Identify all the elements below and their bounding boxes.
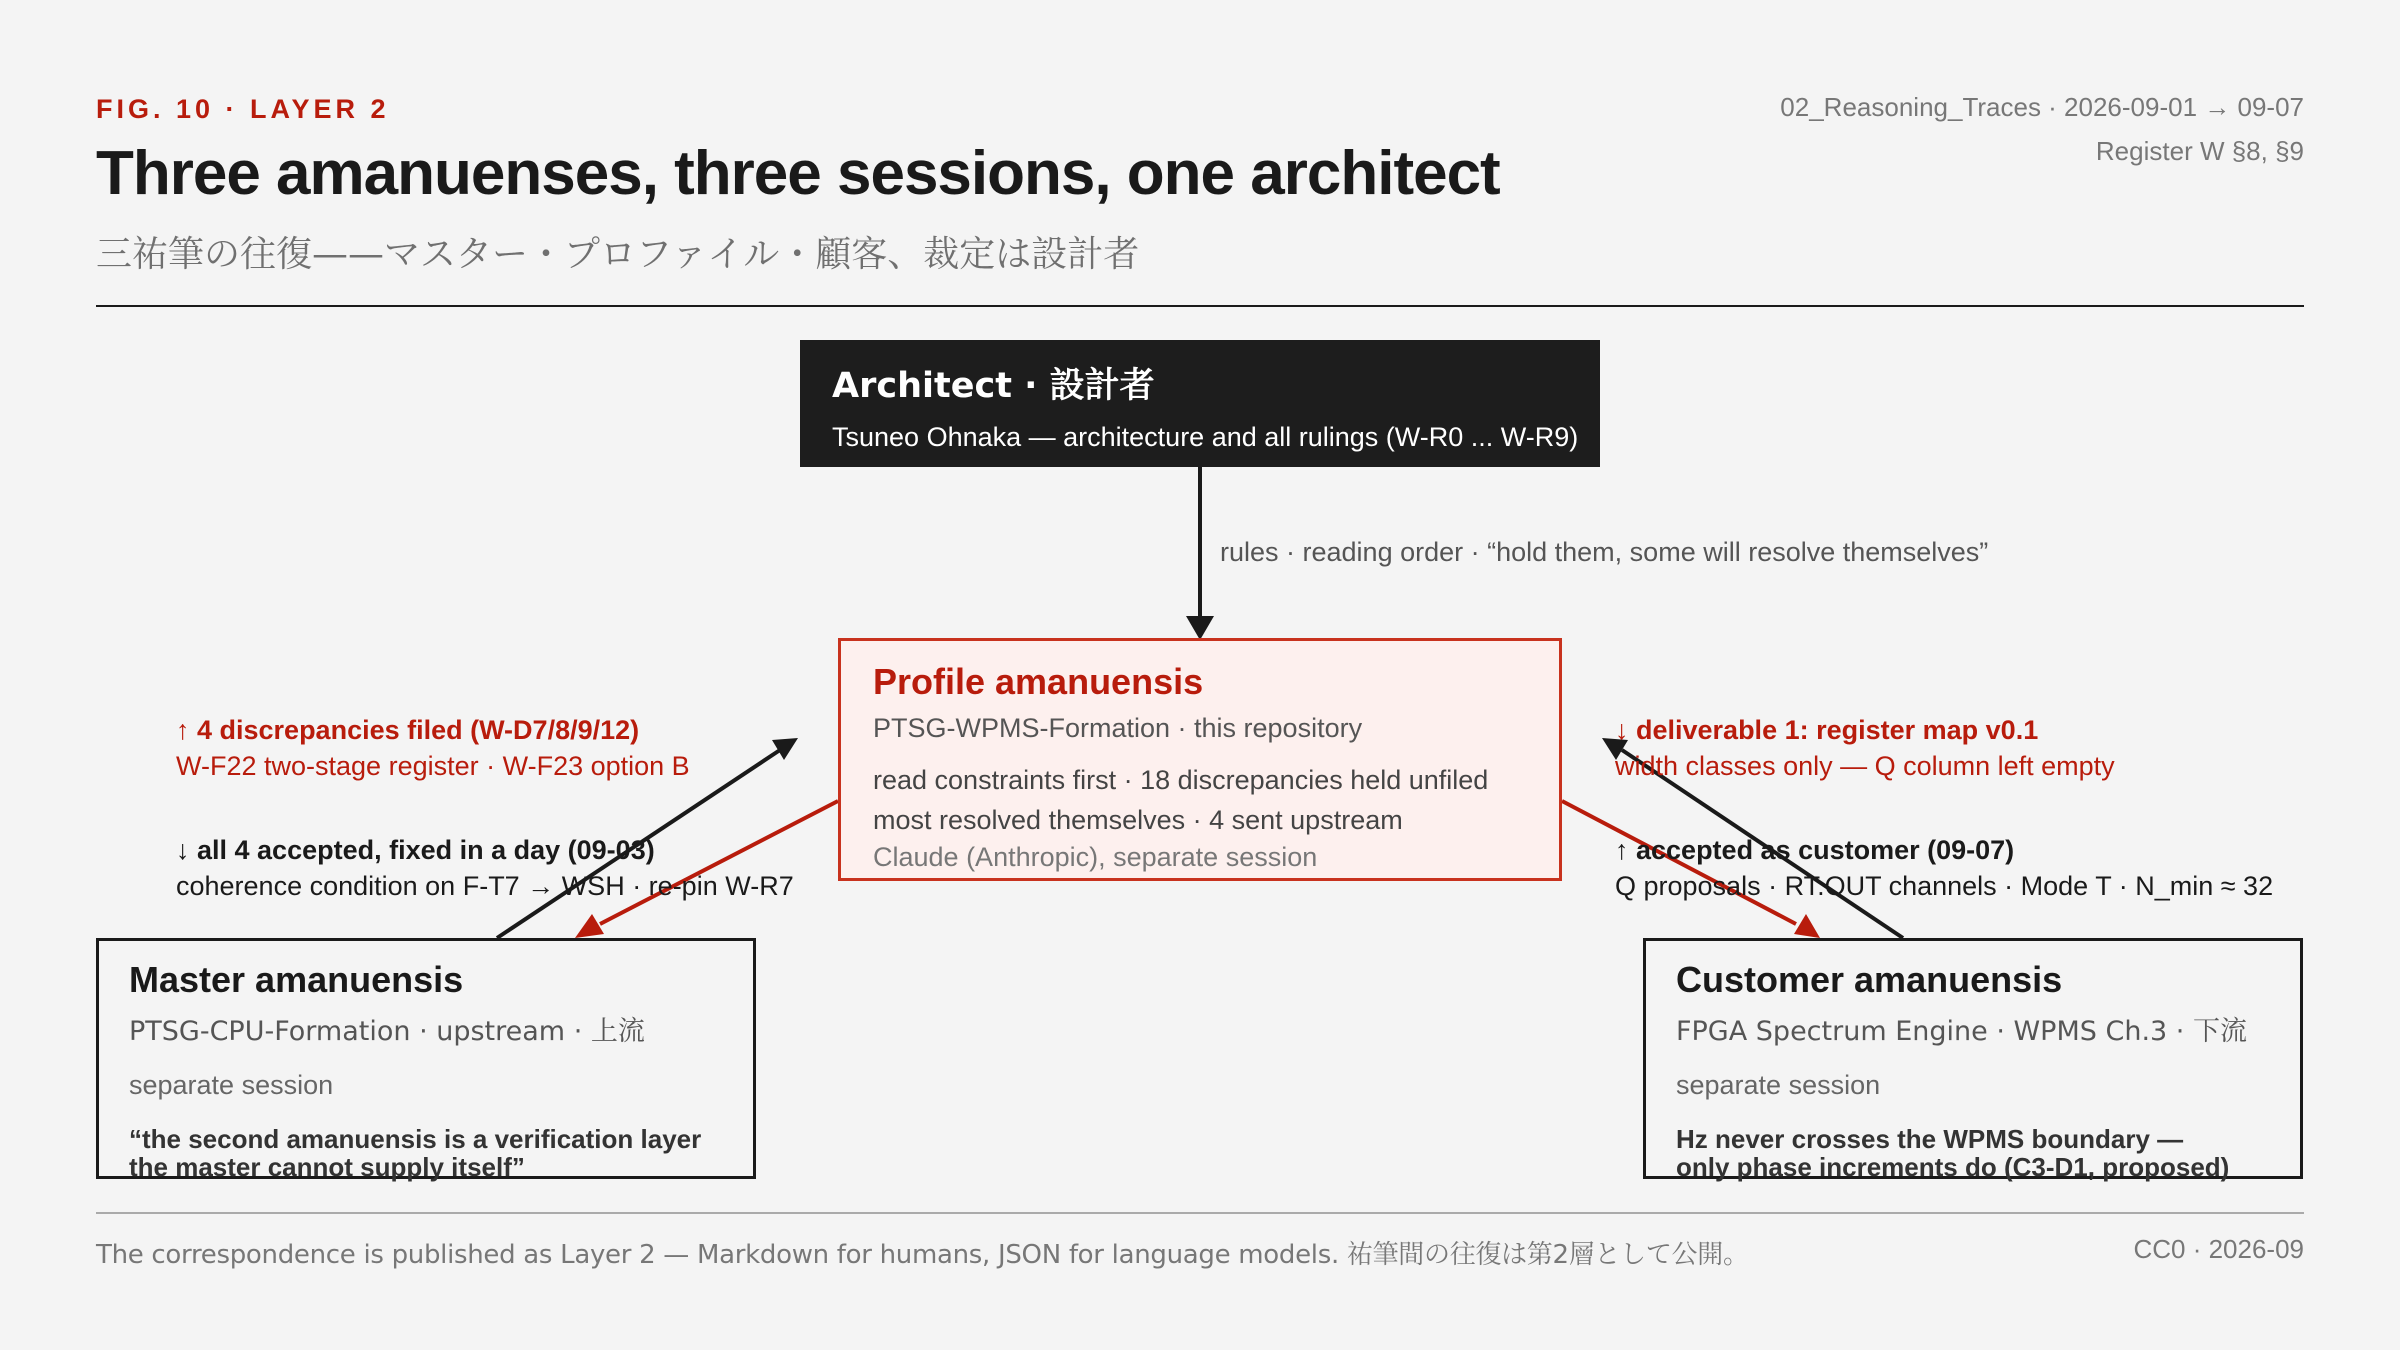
footer-note: The correspondence is published as Layer 2 — Markdown for humans, JSON for language models. 祐筆間の往復は第2層として公開。 [96, 1240, 1749, 1270]
annotation-title: ↓ all 4 accepted, fixed in a day (09-03) [176, 835, 655, 865]
profile-line-2: most resolved themselves · 4 sent upstream [873, 805, 1403, 835]
master-quote-line-1: “the second amanuensis is a verification layer [129, 1124, 702, 1154]
annotation-master-to-profile [176, 832, 794, 904]
meta-register: Register W §8, §9 [2095, 136, 2304, 166]
figure-label: FIG. 10 · LAYER 2 [96, 94, 390, 124]
page-title: Three amanuenses, three sessions, one architect [96, 139, 1500, 208]
annotation-detail: width classes only — Q column left empty [1615, 751, 2115, 781]
annotation-title: ↑ 4 discrepancies filed (W-D7/8/9/12) [176, 715, 640, 745]
architect-subtitle: Tsuneo Ohnaka — architecture and all rulings (W-R0 ... W-R9) [832, 422, 1579, 452]
annotation-profile-to-master [176, 712, 690, 784]
annotation-profile-to-customer [1615, 712, 2115, 784]
master-quote-line-2: the master cannot supply itself” [129, 1152, 525, 1182]
customer-title: Customer amanuensis [1676, 959, 2063, 1000]
profile-title: Profile amanuensis [873, 661, 1204, 702]
architect-node [800, 340, 1600, 467]
customer-session: separate session [1676, 1070, 1881, 1100]
meta-source: 02_Reasoning_Traces · 2026-09-01 → 09-07 [1780, 92, 2304, 122]
edge-label-architect-profile: rules · reading order · “hold them, some will resolve themselves” [1220, 537, 1989, 567]
arrowhead-architect-profile [1186, 616, 1214, 640]
profile-subtitle: PTSG-WPMS-Formation · this repository [873, 713, 1363, 743]
annotation-customer-to-profile [1615, 832, 2273, 904]
customer-quote-line-1: Hz never crosses the WPMS boundary — [1676, 1124, 2184, 1154]
arrowhead-profile-master [575, 914, 604, 938]
profile-node [838, 638, 1562, 881]
annotation-detail: coherence condition on F-T7 → WSH · re-pin W-R7 [176, 871, 794, 901]
master-subtitle: PTSG-CPU-Formation · upstream · 上流 [129, 1016, 645, 1047]
footer-license: CC0 · 2026-09 [2133, 1234, 2304, 1264]
annotation-title: ↓ deliverable 1: register map v0.1 [1615, 715, 2039, 745]
arrowhead-profile-customer [1794, 914, 1820, 938]
customer-subtitle: FPGA Spectrum Engine · WPMS Ch.3 · 下流 [1676, 1016, 2247, 1047]
footer-divider [96, 1212, 2304, 1214]
annotation-title: ↑ accepted as customer (09-07) [1615, 835, 2015, 865]
profile-line-1: read constraints first · 18 discrepancies held unfiled [873, 765, 1489, 795]
annotation-detail: Q proposals · RT.OUT channels · Mode T · N_min ≈ 32 [1615, 871, 2274, 901]
customer-quote-line-2: only phase increments do (C3-D1, proposed) [1676, 1152, 2230, 1182]
master-node [96, 938, 756, 1182]
annotation-detail: W-F22 two-stage register · W-F23 option B [176, 751, 690, 781]
customer-node [1643, 938, 2303, 1182]
master-title: Master amanuensis [129, 959, 464, 1000]
customer-quote [1676, 1125, 2270, 1181]
master-session: separate session [129, 1070, 334, 1100]
architect-title: Architect · 設計者 [832, 366, 1155, 406]
page-subtitle: 三祐筆の往復——マスター・プロファイル・顧客、裁定は設計者 [96, 234, 1140, 275]
master-quote [129, 1125, 723, 1181]
arrowhead-master-profile [772, 738, 798, 760]
profile-line-3: Claude (Anthropic), separate session [873, 842, 1318, 872]
